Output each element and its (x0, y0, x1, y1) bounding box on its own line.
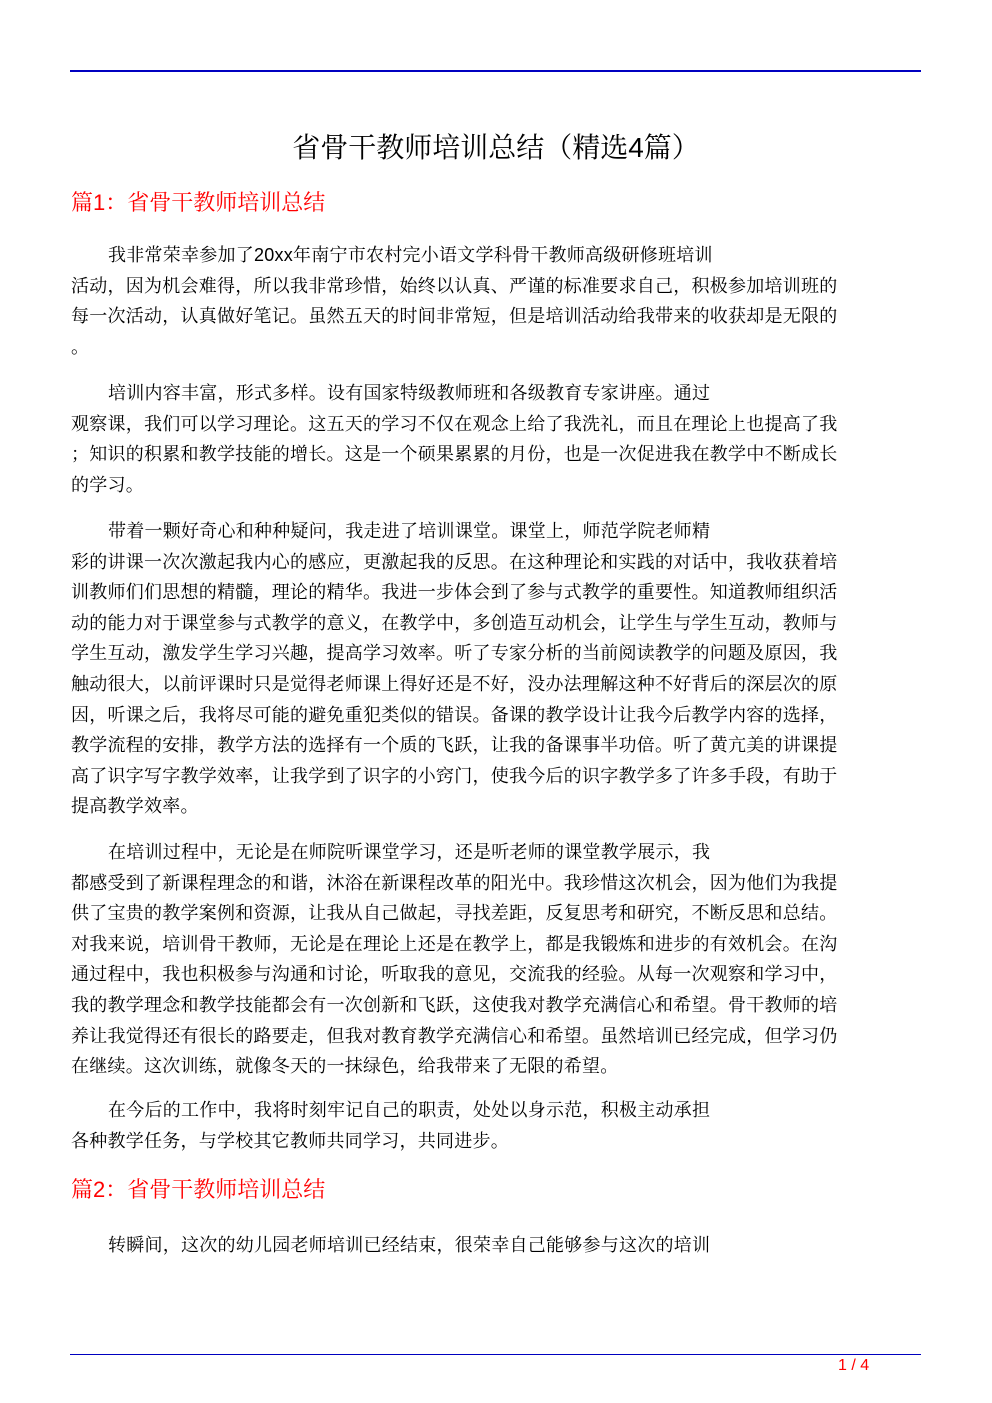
text-line: 在今后的工作中，我将时刻牢记自己的职责，处处以身示范，积极主动承担 (108, 1100, 711, 1120)
text-line: 供了宝贵的教学案例和资源，让我从自己做起，寻找差距，反复思考和研究，不断反思和总结。 (71, 903, 838, 924)
text-line: 动的能力对于课堂参与式教学的意义，在教学中，多创造互动机会，让学生与学生互动，教师与 (71, 612, 838, 633)
text-line: 对我来说，培训骨干教师，无论是在理论上还是在教学上，都是我锻炼和进步的有效机会。在沟 (71, 933, 838, 954)
text-line: 的学习。 (71, 474, 144, 495)
footer-rule (70, 1354, 921, 1355)
paragraph (71, 240, 916, 362)
paragraph (71, 1230, 916, 1261)
text-line: 养让我觉得还有很长的路要走，但我对教育教学充满信心和希望。虽然培训已经完成，但学习仍 (71, 1025, 838, 1046)
text-line: 彩的讲课一次次激起我内心的感应，更激起我的反思。在这种理论和实践的对话中，我收获着培 (71, 551, 838, 572)
paragraph (71, 378, 916, 500)
text-line: 带着一颗好奇心和种种疑问，我走进了培训课堂。课堂上，师范学院老师精 (108, 521, 711, 541)
paragraph (71, 837, 916, 1082)
paragraph (71, 1095, 916, 1156)
text-line: 触动很大，以前评课时只是觉得老师课上得好还是不好，没办法理解这种不好背后的深层次的原 (71, 673, 838, 694)
text-line: 高了识字写字教学效率，让我学到了识字的小窍门，使我今后的识字教学多了许多手段，有助于 (71, 765, 838, 786)
text-line: 转瞬间，这次的幼儿园老师培训已经结束，很荣幸自己能够参与这次的培训 (108, 1235, 711, 1255)
page-number: 1 / 4 (838, 1357, 870, 1374)
text-line: 通过程中，我也积极参与沟通和讨论，听取我的意见，交流我的经验。从每一次观察和学习中， (71, 964, 838, 985)
text-line: 。 (71, 336, 90, 357)
text-line: 我的教学理念和教学技能都会有一次创新和飞跃，这使我对教学充满信心和希望。骨干教师的培 (71, 994, 838, 1015)
text-line: 在培训过程中，无论是在师院听课堂学习，还是听老师的课堂教学展示，我 (108, 842, 711, 862)
header-rule (70, 70, 921, 72)
section-heading-1: 篇1：省骨干教师培训总结 (71, 190, 326, 215)
text-line: 学生互动，激发学生学习兴趣，提高学习效率。听了专家分析的当前阅读教学的问题及原因，我 (71, 643, 838, 664)
text-line: 各种教学任务，与学校其它教师共同学习，共同进步。 (71, 1130, 509, 1151)
text-line: 教学流程的安排，教学方法的选择有一个质的飞跃，让我的备课事半功倍。听了黄亢美的讲课提 (71, 735, 838, 756)
document-title: 省骨干教师培训总结（精选4篇） (292, 132, 700, 163)
text-line: 因，听课之后，我将尽可能的避免重犯类似的错误。备课的教学设计让我今后教学内容的选择， (71, 704, 838, 725)
text-line: 观察课，我们可以学习理论。这五天的学习不仅在观念上给了我洗礼，而且在理论上也提高了我 (71, 413, 838, 434)
section-heading-2: 篇2：省骨干教师培训总结 (71, 1177, 326, 1202)
text-line: 训教师们们思想的精髓，理论的精华。我进一步体会到了参与式教学的重要性。知道教师组织活 (71, 582, 838, 603)
text-line: 我非常荣幸参加了20xx年南宁市农村完小语文学科骨干教师高级研修班培训 (108, 245, 713, 265)
text-line: ；知识的积累和教学技能的增长。这是一个硕果累累的月份，也是一次促进我在教学中不断成长 (71, 444, 838, 465)
text-line: 在继续。这次训练，就像冬天的一抹绿色，给我带来了无限的希望。 (71, 1056, 619, 1077)
text-line: 培训内容丰富，形式多样。设有国家特级教师班和各级教育专家讲座。通过 (108, 383, 711, 403)
paragraph (71, 516, 916, 822)
text-line: 都感受到了新课程理念的和谐，沐浴在新课程改革的阳光中。我珍惜这次机会，因为他们为我提 (71, 872, 838, 893)
text-line: 提高教学效率。 (71, 796, 199, 817)
text-line: 活动，因为机会难得，所以我非常珍惜，始终以认真、严谨的标准要求自己，积极参加培训班的 (71, 275, 838, 296)
text-line: 每一次活动，认真做好笔记。虽然五天的时间非常短，但是培训活动给我带来的收获却是无限的 (71, 306, 838, 327)
